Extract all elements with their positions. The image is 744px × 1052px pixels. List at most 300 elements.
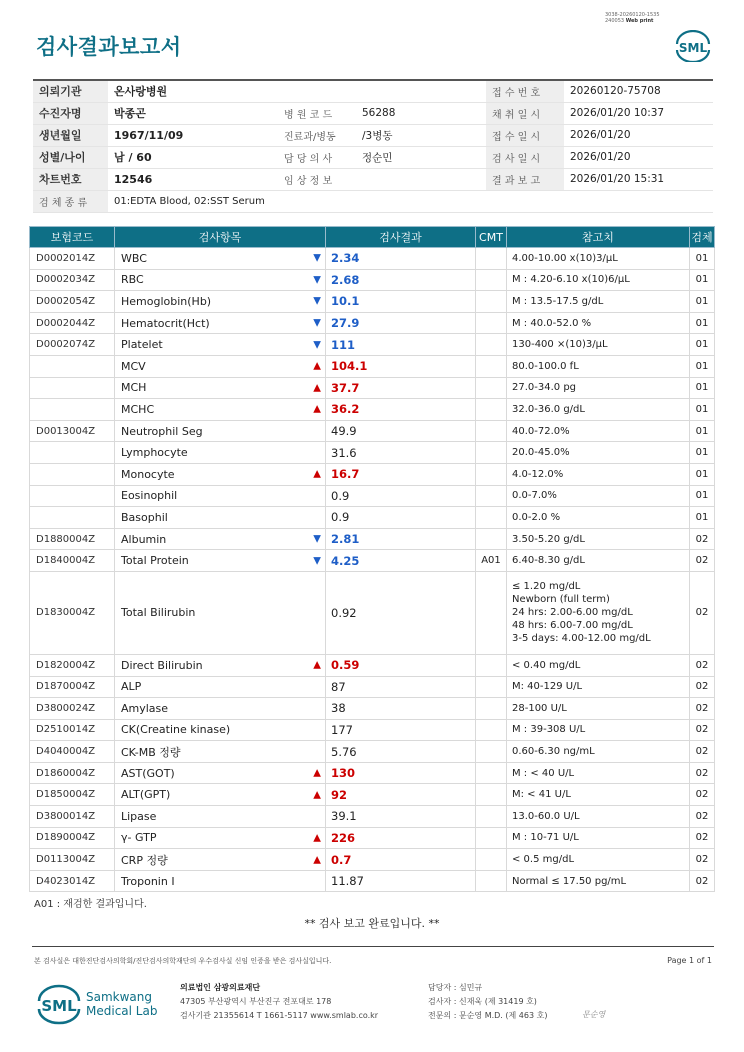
specimen-code: 02: [690, 762, 715, 784]
insurance-code: [30, 463, 115, 485]
test-item: [115, 784, 326, 806]
test-item-name: MCV: [121, 359, 146, 373]
low-flag-icon: ▼: [313, 295, 321, 307]
insurance-code: D4040004Z: [30, 741, 115, 763]
brand-line2: Medical Lab: [86, 1004, 158, 1018]
info-value: /3병동: [356, 124, 486, 146]
reference-range: 40.0-72.0%: [507, 420, 690, 442]
specimen-code: 01: [690, 507, 715, 529]
info-label: 접 수 번 호: [486, 80, 564, 102]
comment-code: [476, 849, 507, 871]
info-label: 진료과/병동: [278, 124, 356, 146]
test-item: [115, 442, 326, 464]
test-item-name: Basophil: [121, 510, 168, 524]
insurance-code: [30, 355, 115, 377]
test-item: [115, 741, 326, 763]
test-result: 36.2: [326, 399, 476, 421]
test-item: [115, 399, 326, 421]
test-item-name: AST(GOT): [121, 766, 175, 780]
info-label: 검 사 일 시: [486, 146, 564, 168]
test-item-name: Direct Bilirubin: [121, 658, 203, 672]
test-result: 104.1: [326, 355, 476, 377]
test-result: 4.25: [326, 550, 476, 572]
insurance-code: D1860004Z: [30, 762, 115, 784]
insurance-code: D4023014Z: [30, 870, 115, 892]
reference-range: 4.00-10.00 x(10)3/μL: [507, 248, 690, 270]
info-value: 온사랑병원: [108, 80, 278, 102]
insurance-code: [30, 399, 115, 421]
result-row: [30, 507, 715, 529]
info-label: 수진자명: [33, 102, 108, 124]
reference-line: ≤ 1.20 mg/dL: [512, 581, 581, 593]
test-result: 5.76: [326, 741, 476, 763]
comment-code: [476, 741, 507, 763]
info-value: 12546: [108, 168, 278, 190]
result-row: [30, 571, 715, 654]
result-row: [30, 485, 715, 507]
result-row: [30, 654, 715, 676]
info-value: 남 / 60: [108, 146, 278, 168]
insurance-code: D0002044Z: [30, 312, 115, 334]
comment-code: [476, 399, 507, 421]
insurance-code: D1830004Z: [30, 571, 115, 654]
comment-code: [476, 463, 507, 485]
comment-code: [476, 698, 507, 720]
test-result: 226: [326, 827, 476, 849]
insurance-code: [30, 485, 115, 507]
insurance-code: D2510014Z: [30, 719, 115, 741]
result-row: [30, 291, 715, 313]
info-label: 채 취 일 시: [486, 102, 564, 124]
comment-code: [476, 355, 507, 377]
reference-range: 130-400 ×(10)3/μL: [507, 334, 690, 356]
high-flag-icon: ▲: [313, 832, 321, 844]
comment-code: [476, 571, 507, 654]
reference-range: 32.0-36.0 g/dL: [507, 399, 690, 421]
insurance-code: D1880004Z: [30, 528, 115, 550]
insurance-code: D1890004Z: [30, 827, 115, 849]
info-value: 56288: [356, 102, 486, 124]
comment-code: [476, 377, 507, 399]
test-item: [115, 528, 326, 550]
insurance-code: D1840004Z: [30, 550, 115, 572]
test-item: [115, 269, 326, 291]
specimen-code: 02: [690, 806, 715, 828]
reference-range: < 0.40 mg/dL: [507, 654, 690, 676]
test-item: [115, 654, 326, 676]
insurance-code: D1870004Z: [30, 676, 115, 698]
comment-code: A01: [476, 550, 507, 572]
reference-range: [507, 571, 690, 654]
test-item-name: Neutrophil Seg: [121, 424, 203, 438]
test-result: 130: [326, 762, 476, 784]
info-value: 1967/11/09: [108, 124, 278, 146]
results-table: [29, 226, 715, 892]
low-flag-icon: ▼: [313, 338, 321, 350]
specimen-code: 02: [690, 827, 715, 849]
high-flag-icon: ▲: [313, 789, 321, 801]
comment-code: [476, 870, 507, 892]
specimen-code: 01: [690, 463, 715, 485]
patient-info-row: [33, 80, 713, 102]
high-flag-icon: ▲: [313, 403, 321, 415]
specimen-code: 01: [690, 291, 715, 313]
specimen-code: 02: [690, 784, 715, 806]
test-item: [115, 762, 326, 784]
low-flag-icon: ▼: [313, 533, 321, 545]
comment-code: [476, 827, 507, 849]
comment-code: [476, 442, 507, 464]
test-item: [115, 334, 326, 356]
org-info: 의료법인 삼광의료재단 47305 부산광역시 부산진구 전포대로 178 검사기관 21355614 T 1661-5117 www.smlab.co.kr: [180, 983, 379, 1020]
results-header-row: [30, 227, 715, 248]
comment-code: [476, 528, 507, 550]
reference-range: 0.60-6.30 ng/mL: [507, 741, 690, 763]
reference-range: 27.0-34.0 pg: [507, 377, 690, 399]
insurance-code: D3800024Z: [30, 698, 115, 720]
insurance-code: [30, 377, 115, 399]
result-row: [30, 463, 715, 485]
reference-line: Newborn (full term): [512, 594, 610, 606]
test-result: 0.9: [326, 507, 476, 529]
column-header: 검체: [690, 227, 715, 248]
test-item: [115, 849, 326, 871]
info-label: [278, 80, 356, 102]
test-item-name: WBC: [121, 251, 147, 265]
high-flag-icon: ▲: [313, 659, 321, 671]
test-result: 11.87: [326, 870, 476, 892]
test-result: 37.7: [326, 377, 476, 399]
specimen-code: 01: [690, 442, 715, 464]
reference-range: M : 4.20-6.10 x(10)6/μL: [507, 269, 690, 291]
comment-code: [476, 784, 507, 806]
comment-code: [476, 719, 507, 741]
test-item: [115, 806, 326, 828]
test-item-name: Amylase: [121, 701, 169, 715]
test-item-name: CRP 정량: [121, 853, 168, 867]
brand-line1: Samkwang: [86, 990, 152, 1004]
info-value: 20260120-75708: [564, 80, 713, 102]
high-flag-icon: ▲: [313, 468, 321, 480]
page-number: Page 1 of 1: [667, 956, 712, 965]
test-item-name: Lipase: [121, 809, 157, 823]
reference-range: Normal ≤ 17.50 pg/mL: [507, 870, 690, 892]
test-item-name: CK(Creatine kinase): [121, 723, 231, 737]
test-result: 27.9: [326, 312, 476, 334]
high-flag-icon: ▲: [313, 360, 321, 372]
reference-range: 4.0-12.0%: [507, 463, 690, 485]
specimen-label: 검 체 종 류: [33, 190, 108, 212]
info-value: [356, 80, 486, 102]
test-item: [115, 550, 326, 572]
test-item-name: Lymphocyte: [121, 446, 188, 460]
test-result: 49.9: [326, 420, 476, 442]
test-item-name: ALP: [121, 680, 142, 694]
comment-code: [476, 762, 507, 784]
patient-info-row: [33, 168, 713, 190]
high-flag-icon: ▲: [313, 853, 321, 865]
comment-code: [476, 248, 507, 270]
high-flag-icon: ▲: [313, 767, 321, 779]
result-row: [30, 784, 715, 806]
test-item-name: Hematocrit(Hct): [121, 316, 210, 330]
report-complete-text: ** 검사 보고 완료입니다. **: [304, 917, 440, 930]
info-value: 2026/01/20: [564, 146, 713, 168]
info-value: 정순민: [356, 146, 486, 168]
test-item: [115, 420, 326, 442]
specimen-code: 02: [690, 719, 715, 741]
test-item-name: γ- GTP: [121, 831, 157, 845]
insurance-code: [30, 442, 115, 464]
patient-info-table: [33, 79, 713, 213]
patient-info-row: [33, 146, 713, 168]
info-label: 담 당 의 사: [278, 146, 356, 168]
specimen-code: 02: [690, 550, 715, 572]
specimen-code: 01: [690, 377, 715, 399]
high-flag-icon: ▲: [313, 382, 321, 394]
test-item-name: RBC: [121, 273, 144, 287]
page-title: 검사결과보고서: [36, 35, 182, 59]
test-item-name: CK-MB 정량: [121, 745, 181, 759]
result-row: [30, 849, 715, 871]
insurance-code: D0002074Z: [30, 334, 115, 356]
test-item-name: Monocyte: [121, 467, 175, 481]
reference-range: 6.40-8.30 g/dL: [507, 550, 690, 572]
result-row: [30, 676, 715, 698]
sml-logo-text-bottom: SML: [41, 997, 77, 1015]
comment-code: [476, 507, 507, 529]
info-value: 박종곤: [108, 102, 278, 124]
result-row: [30, 420, 715, 442]
column-header: CMT: [476, 227, 507, 248]
result-row: [30, 334, 715, 356]
test-item-name: Total Protein: [121, 554, 189, 568]
test-result: 0.7: [326, 849, 476, 871]
reference-range: M : 13.5-17.5 g/dL: [507, 291, 690, 313]
reference-range: 0.0-2.0 %: [507, 507, 690, 529]
specimen-code: 01: [690, 312, 715, 334]
result-row: [30, 399, 715, 421]
insurance-code: D0002014Z: [30, 248, 115, 270]
test-item: [115, 507, 326, 529]
info-label: 임 상 정 보: [278, 168, 356, 190]
result-row: [30, 248, 715, 270]
specimen-row: [33, 190, 713, 212]
comment-code: [476, 291, 507, 313]
specimen-value: 01:EDTA Blood, 02:SST Serum: [108, 190, 713, 212]
test-item: [115, 676, 326, 698]
test-item: [115, 248, 326, 270]
reference-range: < 0.5 mg/dL: [507, 849, 690, 871]
test-item: [115, 571, 326, 654]
reference-line: 24 hrs: 2.00-6.00 mg/dL: [512, 607, 633, 619]
test-result: 39.1: [326, 806, 476, 828]
reference-line: 48 hrs: 6.00-7.00 mg/dL: [512, 620, 633, 632]
samkwang-logo-icon: [36, 982, 161, 1026]
test-result: 31.6: [326, 442, 476, 464]
test-result: 87: [326, 676, 476, 698]
sml-logo-icon: [674, 30, 712, 62]
specimen-code: 02: [690, 571, 715, 654]
result-row: [30, 442, 715, 464]
specimen-code: 02: [690, 698, 715, 720]
result-row: [30, 762, 715, 784]
test-item-name: MCH: [121, 381, 147, 395]
reference-range: 13.0-60.0 U/L: [507, 806, 690, 828]
certification-text: 본 검사실은 대한진단검사의학회/진단검사의학재단의 우수검사실 신임 인증을 받은 검사실입니다.: [34, 957, 332, 965]
test-item-name: Hemoglobin(Hb): [121, 294, 212, 308]
comment-code: [476, 485, 507, 507]
reference-line: 3-5 days: 4.00-12.00 mg/dL: [512, 633, 651, 645]
reference-range: M: < 41 U/L: [507, 784, 690, 806]
specimen-code: 02: [690, 528, 715, 550]
low-flag-icon: ▼: [313, 274, 321, 286]
test-item-name: Albumin: [121, 532, 167, 546]
comment-code: [476, 420, 507, 442]
info-label: 성별/나이: [33, 146, 108, 168]
print-info: 3038-20260120-1535 240053 Web print: [605, 12, 660, 24]
test-item-name: Platelet: [121, 338, 163, 352]
low-flag-icon: ▼: [313, 252, 321, 264]
insurance-code: D1820004Z: [30, 654, 115, 676]
info-value: 2026/01/20 15:31: [564, 168, 713, 190]
test-result: 2.68: [326, 269, 476, 291]
column-header: 검사결과: [326, 227, 476, 248]
signature: 문순영: [582, 1010, 606, 1019]
info-label: 차트번호: [33, 168, 108, 190]
specimen-code: 01: [690, 485, 715, 507]
specimen-code: 01: [690, 334, 715, 356]
insurance-code: D0013004Z: [30, 420, 115, 442]
test-item: [115, 355, 326, 377]
low-flag-icon: ▼: [313, 317, 321, 329]
reference-range: M : 10-71 U/L: [507, 827, 690, 849]
reference-range: M : 39-308 U/L: [507, 719, 690, 741]
comment-code: [476, 269, 507, 291]
result-row: [30, 719, 715, 741]
low-flag-icon: ▼: [313, 554, 321, 566]
result-row: [30, 698, 715, 720]
specimen-code: 02: [690, 870, 715, 892]
result-row: [30, 827, 715, 849]
result-row: [30, 550, 715, 572]
column-header: 검사항목: [115, 227, 326, 248]
column-header: 참고치: [507, 227, 690, 248]
staff-info: 담당자 : 심민규 검사자 : 신재욱 (제 31419 호) 전문의 : 문순영 M.D. (제 463 호): [428, 983, 548, 1020]
specimen-code: 01: [690, 269, 715, 291]
reference-range: M : 40.0-52.0 %: [507, 312, 690, 334]
comment-code: [476, 312, 507, 334]
sml-logo-text: SML: [678, 41, 708, 55]
comment-code: [476, 806, 507, 828]
footer-divider: [32, 946, 714, 947]
insurance-code: D3800014Z: [30, 806, 115, 828]
result-row: [30, 741, 715, 763]
test-item: [115, 291, 326, 313]
test-item: [115, 377, 326, 399]
reference-range: 3.50-5.20 g/dL: [507, 528, 690, 550]
reference-range: 28-100 U/L: [507, 698, 690, 720]
test-item-name: Troponin I: [121, 874, 175, 888]
result-row: [30, 870, 715, 892]
test-result: 16.7: [326, 463, 476, 485]
info-value: 2026/01/20 10:37: [564, 102, 713, 124]
result-row: [30, 269, 715, 291]
reference-range: M: 40-129 U/L: [507, 676, 690, 698]
comment-code: [476, 676, 507, 698]
test-result: 0.9: [326, 485, 476, 507]
test-result: 177: [326, 719, 476, 741]
result-row: [30, 377, 715, 399]
insurance-code: [30, 507, 115, 529]
test-item: [115, 312, 326, 334]
test-item-name: MCHC: [121, 402, 155, 416]
test-item-name: ALT(GPT): [121, 788, 171, 802]
test-item: [115, 870, 326, 892]
specimen-code: 01: [690, 420, 715, 442]
result-row: [30, 355, 715, 377]
test-item-name: Total Bilirubin: [121, 606, 196, 620]
info-label: 결 과 보 고: [486, 168, 564, 190]
insurance-code: D0002034Z: [30, 269, 115, 291]
specimen-code: 01: [690, 399, 715, 421]
specimen-code: 02: [690, 849, 715, 871]
info-value: 2026/01/20: [564, 124, 713, 146]
info-label: 생년월일: [33, 124, 108, 146]
test-item-name: Eosinophil: [121, 489, 178, 503]
reference-range: 0.0-7.0%: [507, 485, 690, 507]
test-result: 111: [326, 334, 476, 356]
info-label: 접 수 일 시: [486, 124, 564, 146]
info-value: [356, 168, 486, 190]
test-result: 2.34: [326, 248, 476, 270]
test-result: 2.81: [326, 528, 476, 550]
test-result: 10.1: [326, 291, 476, 313]
insurance-code: D1850004Z: [30, 784, 115, 806]
test-result: 0.92: [326, 571, 476, 654]
column-header: 보험코드: [30, 227, 115, 248]
test-item: [115, 485, 326, 507]
test-result: 38: [326, 698, 476, 720]
patient-info-row: [33, 124, 713, 146]
insurance-code: D0002054Z: [30, 291, 115, 313]
specimen-code: 01: [690, 248, 715, 270]
reference-range: 80.0-100.0 fL: [507, 355, 690, 377]
info-label: 병 원 코 드: [278, 102, 356, 124]
test-result: 0.59: [326, 654, 476, 676]
info-label: 의뢰기관: [33, 80, 108, 102]
comment-note: A01 : 재검한 결과입니다.: [34, 899, 147, 910]
specimen-code: 02: [690, 741, 715, 763]
test-item: [115, 827, 326, 849]
reference-range: 20.0-45.0%: [507, 442, 690, 464]
comment-code: [476, 654, 507, 676]
reference-range: M : < 40 U/L: [507, 762, 690, 784]
insurance-code: D0113004Z: [30, 849, 115, 871]
test-result: 92: [326, 784, 476, 806]
patient-info-row: [33, 102, 713, 124]
result-row: [30, 312, 715, 334]
test-item: [115, 463, 326, 485]
specimen-code: 01: [690, 355, 715, 377]
comment-code: [476, 334, 507, 356]
specimen-code: 02: [690, 654, 715, 676]
test-item: [115, 719, 326, 741]
result-row: [30, 806, 715, 828]
result-row: [30, 528, 715, 550]
test-item: [115, 698, 326, 720]
specimen-code: 02: [690, 676, 715, 698]
